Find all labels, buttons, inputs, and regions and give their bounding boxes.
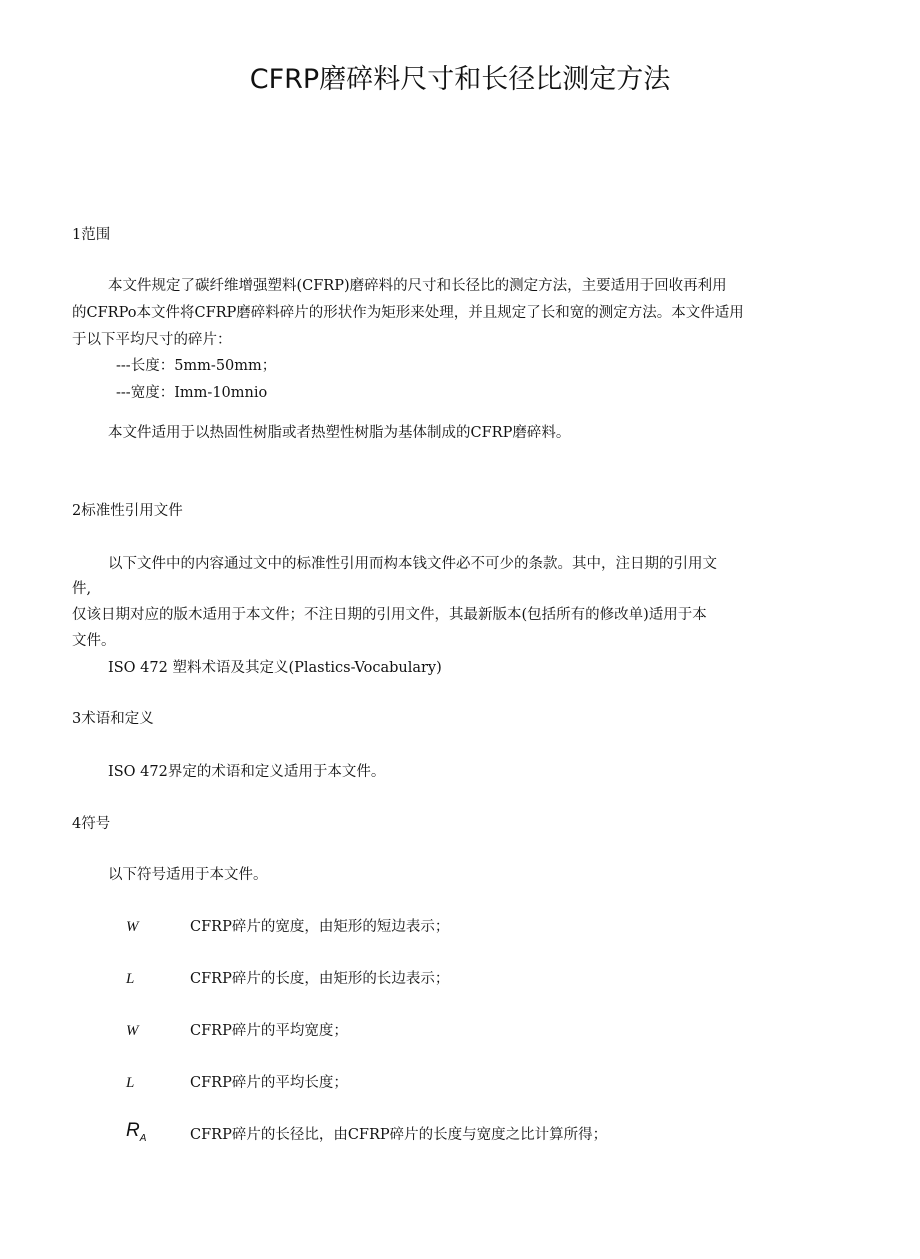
symbol-ra [126, 1122, 146, 1148]
paragraph-line: ISO 472界定的术语和定义适用于本文件。 [108, 764, 386, 780]
document-title: CFRP磨碎料尺寸和长径比测定方法 [249, 64, 671, 95]
dash-item-length: ---长度：5mm-50mm； [116, 358, 277, 374]
paragraph-line: 本文件适用于以热固性树脂或者热塑性树脂为基体制成的CFRP磨碎料。 [108, 425, 571, 441]
paragraph-line: 以下符号适用于本文件。 [108, 867, 268, 883]
paragraph-line: 的CFRPo本文件将CFRP磨碎料碎片的形状作为矩形来处理，并且规定了长和宽的测定方法。本文件适用 [72, 305, 744, 321]
section-heading-scope: 1范围 [72, 227, 111, 243]
paragraph-line: 仅该日期对应的版木适用于本文件；不注日期的引用文件，其最新版本(包括所有的修改单)适用于本 [72, 607, 707, 623]
section-heading-terms: 3术语和定义 [72, 711, 154, 727]
symbol-definition: CFRP碎片的长度，由矩形的长边表示； [190, 971, 450, 987]
symbol-letter: R [126, 1120, 140, 1141]
paragraph-line: 件, [72, 581, 92, 597]
paragraph-line: 本文件规定了碳纤维增强塑料(CFRP)磨碎料的尺寸和长径比的测定方法，主要适用于回收再利用 [108, 278, 727, 294]
symbol-definition: CFRP碎片的宽度，由矩形的短边表示； [190, 919, 450, 935]
paragraph-line: 于以下平均尺寸的碎片： [72, 332, 232, 348]
dash-item-width: ---宽度：Imm-10mnio [116, 385, 268, 401]
paragraph-line: 以下文件中的内容通过文中的标准性引用而构本钱文件必不可少的条款。其中，注日期的引用文 [108, 556, 717, 572]
symbol-definition: CFRP碎片的平均长度； [190, 1075, 348, 1091]
reference-item: ISO 472 塑料术语及其定义(Plastics-Vocabulary) [108, 660, 442, 676]
symbol-definition: CFRP碎片的平均宽度； [190, 1023, 348, 1039]
symbol-definition: CFRP碎片的长径比，由CFRP碎片的长度与宽度之比计算所得； [190, 1127, 608, 1143]
symbol: W [126, 919, 139, 935]
symbol: L [126, 971, 135, 987]
symbol: W [126, 1023, 139, 1039]
section-heading-symbols: 4符号 [72, 816, 111, 832]
paragraph-line: 文件。 [72, 633, 116, 649]
symbol-subscript: A [139, 1132, 147, 1144]
section-heading-references: 2标准性引用文件 [72, 503, 183, 519]
symbol: L [126, 1075, 135, 1091]
